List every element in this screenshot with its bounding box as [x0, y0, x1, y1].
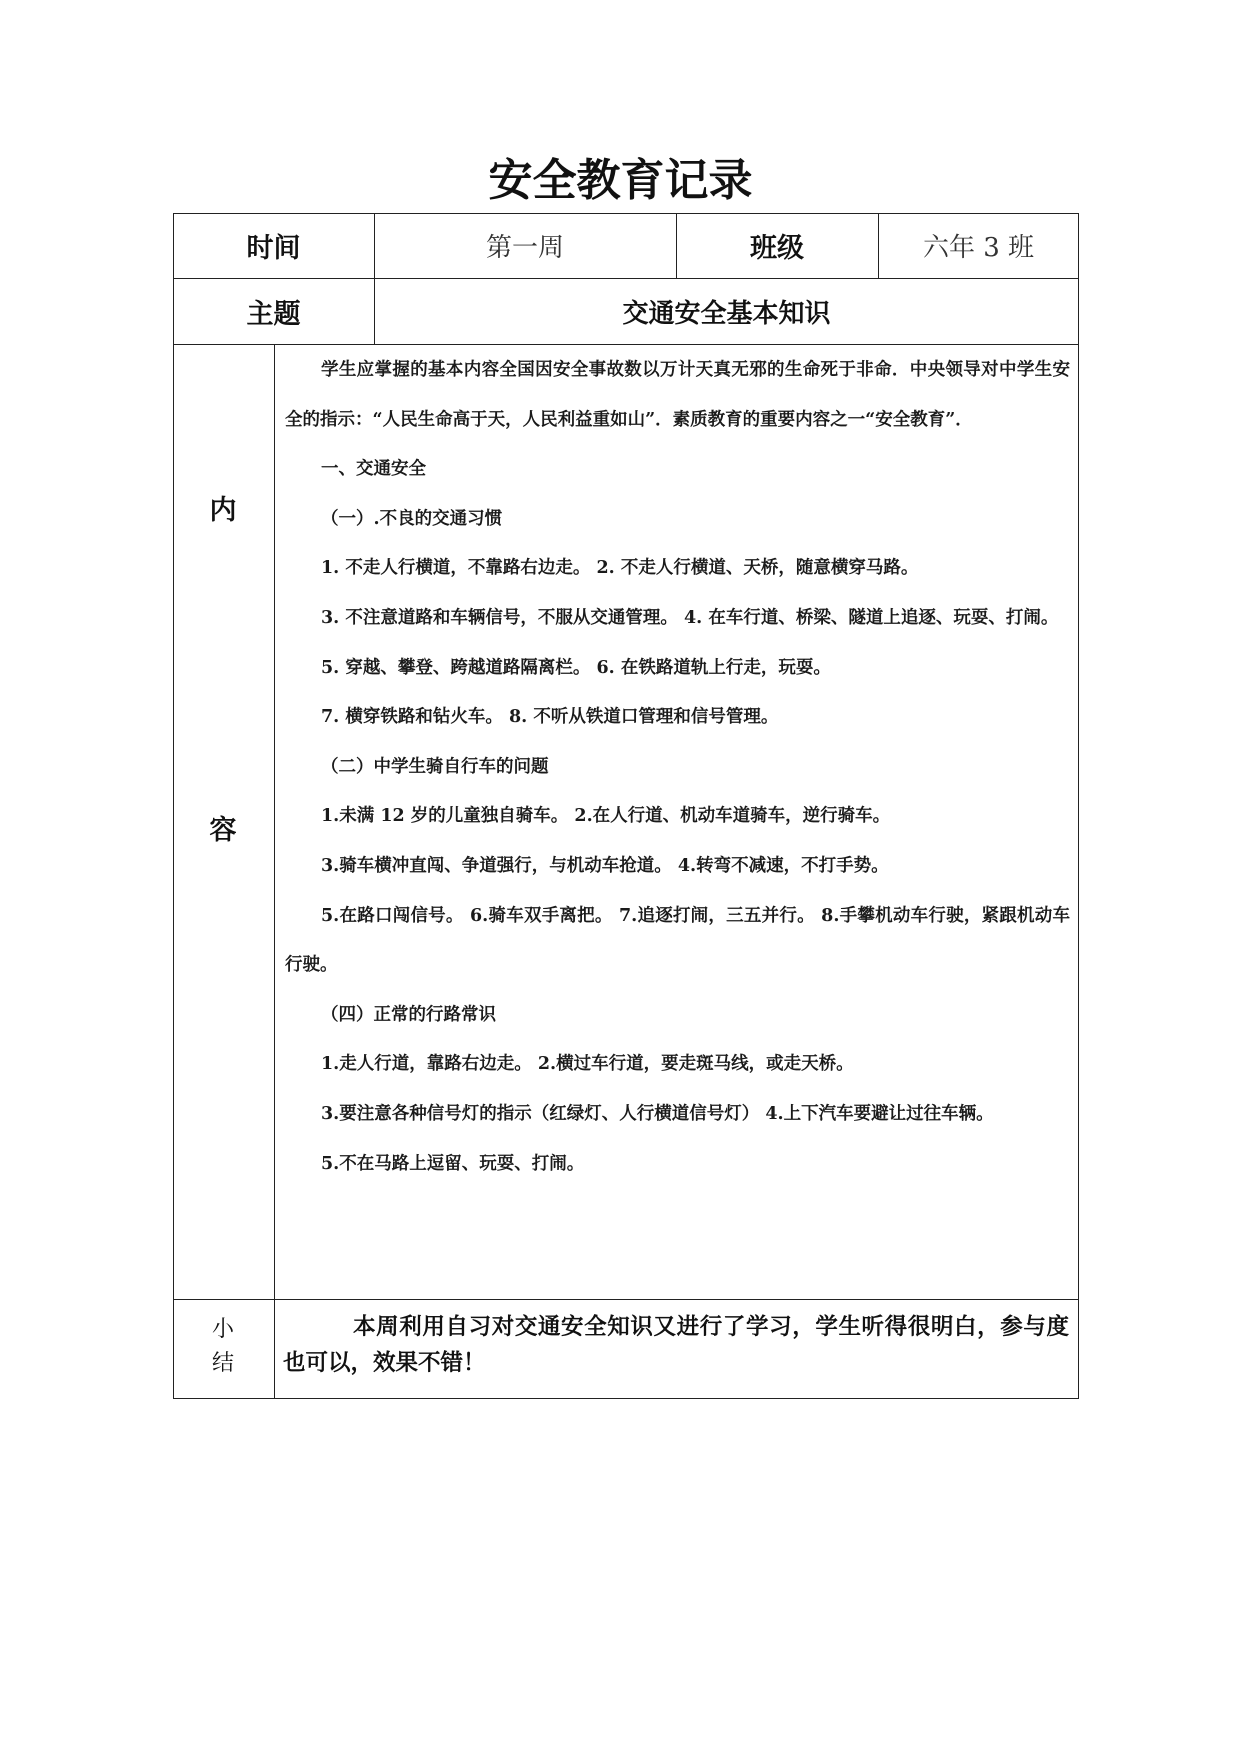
record-table — [173, 213, 1079, 1399]
topic-label: 主题 — [246, 298, 301, 330]
table-border-bottom — [173, 1398, 1079, 1399]
class-value: 六年 3 班 — [922, 233, 1035, 263]
content-paragraph: 1.走人行道，靠路右边走。 2.横过车行道，要走斑马线，或走天桥。 — [321, 1054, 854, 1075]
col-divider-content — [274, 344, 275, 1399]
time-value: 第一周 — [485, 233, 564, 263]
content-paragraph: 1. 不走人行横道，不靠路右边走。 2. 不走人行横道、天桥，随意横穿马路。 — [321, 558, 919, 579]
table-border-left — [173, 213, 174, 1399]
content-paragraph: 5.不在马路上逗留、玩耍、打闹。 — [321, 1153, 585, 1174]
content-paragraph: 1.未满 12 岁的儿童独自骑车。 2.在人行道、机动车道骑车，逆行骑车。 — [321, 806, 891, 827]
content-label-char-1: 内 — [209, 495, 237, 526]
content-paragraph: 一、交通安全 — [321, 459, 426, 480]
summary-label-char-1: 小 — [211, 1317, 234, 1342]
content-paragraph: 5. 穿越、攀登、跨越道路隔离栏。 6. 在铁路道轨上行走，玩耍。 — [321, 657, 831, 678]
content-label-char-2: 容 — [209, 815, 237, 846]
summary-label-char-2: 结 — [211, 1351, 234, 1376]
content-paragraph: （一）.不良的交通习惯 — [321, 508, 503, 529]
content-body — [285, 346, 1070, 1189]
summary-text: 本周利用自习对交通安全知识又进行了学习，学生听得很明白，参与度也可以，效果不错！ — [283, 1314, 1069, 1376]
content-paragraph: 5.在路口闯信号。 6.骑车双手离把。 7.追逐打闹，三五并行。 8.手攀机动车行驶，紧跟机动车行驶。 — [285, 905, 1070, 976]
content-paragraph: 学生应掌握的基本内容全国因安全事故数以万计天真无邪的生命死于非命．中央领导对中学生安全的指示：“人民生命高于天，人民利益重如山”．素质教育的重要内容之一“安全教育”． — [285, 360, 1070, 430]
topic-value: 交通安全基本知识 — [622, 298, 831, 329]
content-paragraph: （四）正常的行路常识 — [321, 1004, 496, 1025]
table-border-right — [1078, 213, 1079, 1399]
time-label: 时间 — [246, 233, 301, 264]
class-label: 班级 — [750, 233, 804, 264]
row-divider-2 — [173, 344, 1079, 345]
content-paragraph: （二）中学生骑自行车的问题 — [321, 756, 549, 777]
content-paragraph: 3.骑车横冲直闯、争道强行，与机动车抢道。 4.转弯不减速，不打手势。 — [321, 855, 889, 876]
summary-label — [173, 1313, 273, 1381]
row-divider-3 — [173, 1299, 1079, 1300]
content-paragraph: 7. 横穿铁路和钻火车。 8. 不听从铁道口管理和信号管理。 — [321, 707, 779, 728]
content-paragraph: 3. 不注意道路和车辆信号，不服从交通管理。 4. 在车行道、桥梁、隧道上追逐、玩耍、打闹。 — [321, 607, 1059, 628]
page-title: 安全教育记录 — [488, 155, 753, 206]
content-paragraph: 3.要注意各种信号灯的指示（红绿灯、人行横道信号灯） 4.上下汽车要避让过往车辆。 — [321, 1103, 994, 1124]
